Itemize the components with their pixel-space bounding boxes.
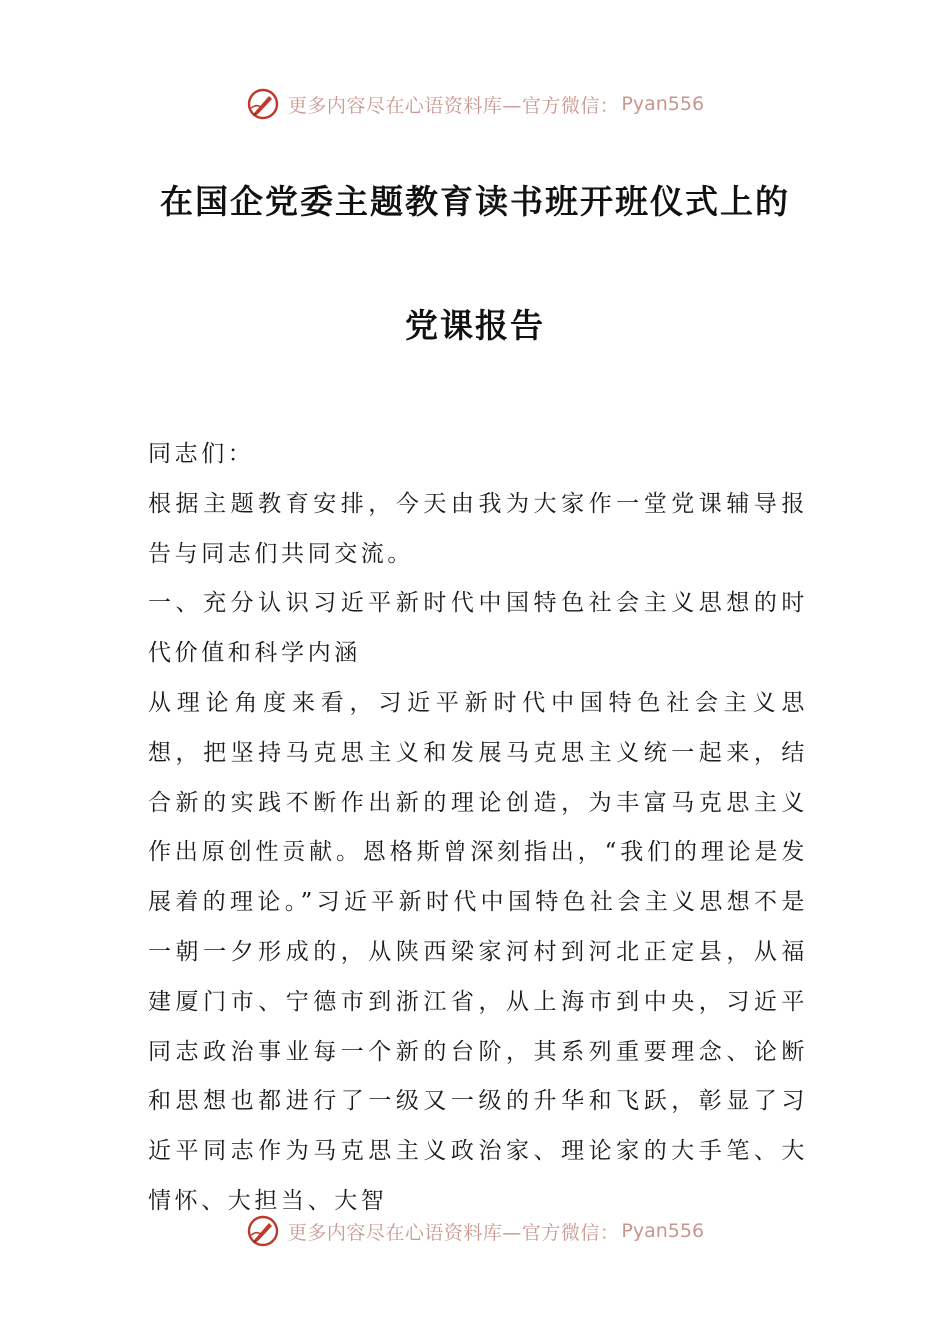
document-body xyxy=(148,430,808,1227)
watermark-wechat-id: Pyan556 xyxy=(621,1220,705,1242)
watermark-wechat-id: Pyan556 xyxy=(621,93,705,115)
watermark-footer xyxy=(0,1211,950,1251)
watermark-text: 更多内容尽在心语资料库—官方微信： xyxy=(287,1221,620,1244)
pen-logo-icon xyxy=(246,87,280,121)
document-title-line-1: 在国企党委主题教育读书班开班仪式上的 xyxy=(160,182,790,221)
section-heading-1: 一、充分认识习近平新时代中国特色社会主义思想的时代价值和科学内涵 xyxy=(148,590,808,667)
watermark-text: 更多内容尽在心语资料库—官方微信： xyxy=(287,94,620,117)
greeting: 同志们： xyxy=(148,441,255,467)
document-title-line-2: 党课报告 xyxy=(405,306,545,345)
intro-paragraph: 根据主题教育安排，今天由我为大家作一堂党课辅导报告与同志们共同交流。 xyxy=(148,490,808,567)
pen-logo-icon xyxy=(246,1214,280,1248)
body-paragraph-1: 从理论角度来看，习近平新时代中国特色社会主义思想，把坚持马克思主义和发展马克思主义统一起来，结合新的实践不断作出新的理论创造，为丰富马克思主义作出原创性贡献。恩格斯曾深刻指出，“我们的理论是发展着的理论。”习近平新时代中国特色社会主义思想不是一朝一夕形成的，从陕西梁家河村到河北正定县，从福建厦门市、宁德市到浙江省，从上海市到中央，习近平同志政治事业每一个新的台阶，其系列重要理念、论断和思想也都进行了一级又一级的升华和飞跃，彰显了习近平同志作为马克思主义政治家、理论家的大手笔、大情怀、大担当、大智 xyxy=(148,689,808,1214)
watermark-header xyxy=(0,84,950,124)
